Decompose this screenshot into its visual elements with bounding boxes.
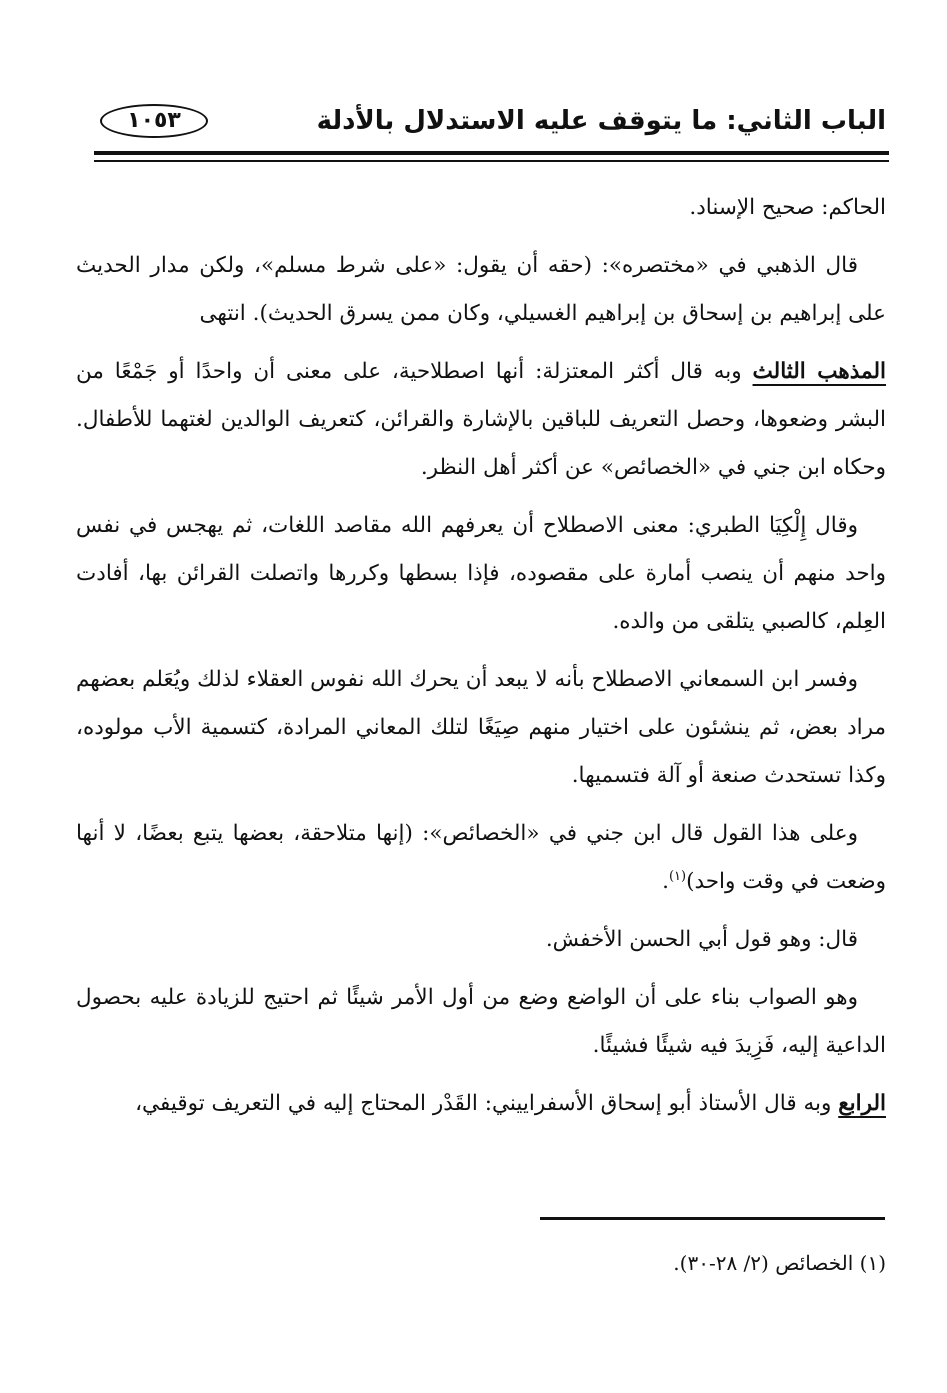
paragraph-text: وفسر ابن السمعاني الاصطلاح بأنه لا يبعد أن يحرك الله نفوس العقلاء لذلك ويُعَلم بعضهم مراد بعض، ثم ينشئون على اختيار منهم صِيَغًا لتلك المعاني المرادة، كتسمية الأب مولوده، وكذا تستحدث صنعة أو آلة فتسميها. bbox=[76, 667, 886, 788]
page-header bbox=[76, 102, 886, 152]
paragraph bbox=[76, 656, 886, 800]
section-lead: المذهب الثالث bbox=[752, 359, 886, 384]
header-rule-thin bbox=[94, 160, 889, 162]
paragraph bbox=[76, 916, 886, 964]
paragraph-tail: . bbox=[662, 869, 669, 894]
paragraph bbox=[76, 348, 886, 492]
footnote: (١) الخصائص (٢/ ٢٨-٣٠). bbox=[673, 1251, 886, 1275]
running-title: الباب الثاني: ما يتوقف عليه الاستدلال بالأدلة bbox=[316, 106, 886, 136]
section-lead: الرابع bbox=[838, 1091, 886, 1116]
paragraph bbox=[76, 242, 886, 338]
footnote-rule bbox=[540, 1217, 885, 1220]
paragraph bbox=[76, 810, 886, 906]
paragraph-text: وبه قال الأستاذ أبو إسحاق الأسفراييني: القَدْر المحتاج إليه في التعريف توقيفي، bbox=[135, 1091, 839, 1116]
paragraph-text: قال: وهو قول أبي الحسن الأخفش. bbox=[545, 927, 858, 952]
paragraph bbox=[76, 502, 886, 646]
footnote-marker: (١) bbox=[668, 868, 687, 884]
paragraph bbox=[76, 184, 886, 232]
body-text bbox=[76, 184, 886, 1138]
paragraph-text: وهو الصواب بناء على أن الواضع وضع من أول الأمر شيئًا ثم احتيج للزيادة عليه بحصول الداعية إليه، فَزِيدَ فيه شيئًا فشيئًا. bbox=[76, 985, 886, 1058]
paragraph-text: الحاكم: صحيح الإسناد. bbox=[689, 195, 886, 220]
paragraph bbox=[76, 1080, 886, 1128]
paragraph-text: وبه قال أكثر المعتزلة: أنها اصطلاحية، على معنى أن واحدًا أو جَمْعًا من البشر وضعوها، وحصل التعريف للباقين بالإشارة والقرائن، كتعريف الوالدين لغتهما للأطفال. وحكاه ابن جني في «الخصائص» عن أكثر أهل النظر. bbox=[76, 359, 886, 480]
page-number: ١٠٥٣ bbox=[100, 104, 208, 138]
paragraph-text: وعلى هذا القول قال ابن جني في «الخصائص»: (إنها متلاحقة، بعضها يتبع بعضًا، لا أنها وضعت في وقت واحد) bbox=[76, 821, 886, 894]
paragraph bbox=[76, 974, 886, 1070]
header-rule-thick bbox=[94, 151, 889, 155]
paragraph-text: وقال إِلْكِيَا الطبري: معنى الاصطلاح أن يعرفهم الله مقاصد اللغات، ثم يهجس في نفس واحد منهم أن ينصب أمارة على مقصوده، فإذا بسطها وكررها واتصلت القرائن بها، أفادت العِلم، كالصبي يتلقى من والده. bbox=[76, 513, 886, 634]
paragraph-text: قال الذهبي في «مختصره»: (حقه أن يقول: «على شرط مسلم»، ولكن مدار الحديث على إبراهيم بن إسحاق بن إبراهيم الغسيلي، وكان ممن يسرق الحديث). انتهى bbox=[76, 253, 886, 326]
